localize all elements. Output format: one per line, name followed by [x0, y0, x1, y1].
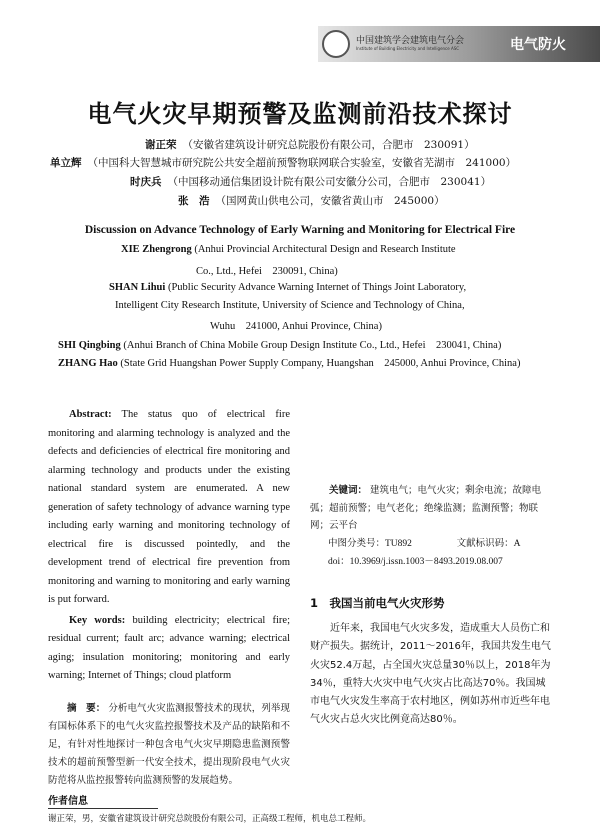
author-cn-name: 谢正荣 [145, 139, 177, 151]
footer-divider [48, 808, 158, 809]
paper-title-en: Discussion on Advance Technology of Early Warning and Monitoring for Electrical Fire [84, 224, 516, 236]
author-cn-2 [50, 155, 516, 170]
keywords-en-label: Key words: [69, 614, 126, 626]
author-en-affil-line3: Wuhu 241000, Anhui Province, China) [210, 321, 382, 332]
clc-number: 中图分类号：TU892 [328, 538, 412, 549]
document-code: 文献标识码：A [456, 538, 521, 549]
author-en-1-cont [196, 263, 338, 278]
column-title: 电气防火 [510, 37, 566, 53]
author-cn-name: 张 浩 [178, 195, 210, 207]
author-cn-name: 单立辉 [50, 157, 82, 169]
left-column [48, 406, 290, 790]
header-org-cn: 中国建筑学会建筑电气分会 [356, 36, 465, 46]
author-cn-affil: （安徽省建筑设计研究总院股份有限公司，合肥市 230091） [182, 139, 475, 151]
doi-line [310, 553, 554, 571]
author-en-name: XIE Zhengrong [121, 244, 192, 255]
author-en-affil-line2: Intelligent City Research Institute, University of Science and Technology of China, [115, 300, 465, 311]
keywords-cn-text: 建筑电气；电气火灾；剩余电流；故障电弧；超前预警；电气老化；绝缘监测；监测预警；物联网；云平台 [310, 485, 542, 531]
author-cn-name: 时庆兵 [130, 176, 162, 188]
abstract-cn-label: 摘 要： [67, 702, 106, 714]
author-en-affil-line1: (Public Security Advance Warning Internet of Things Joint Laboratory, [167, 282, 467, 293]
author-en-2-cont [115, 300, 465, 311]
author-cn-3 [130, 174, 491, 189]
author-en-4 [58, 355, 520, 370]
author-en-3 [58, 337, 501, 352]
right-column-top [310, 482, 554, 571]
author-cn-affil: （国网黄山供电公司，安徽省黄山市 245000） [215, 195, 445, 207]
author-en-name: SHI Qingbing [58, 340, 121, 351]
journal-header-banner [318, 26, 600, 62]
header-org-en: Institute of Building Electricity and Intelligence ASC [356, 46, 460, 51]
abstract-en [48, 406, 290, 610]
keywords-cn [310, 482, 554, 535]
abstract-en-text: The status quo of electrical fire monitoring and alarming technology is analyzed and the defects and deficiencies of electrical fire monitoring and alarming technology and products under the existing national standard system are enumerated. A new generation of safety technology of advance warning type including early warning and monitoring technology of electrical fire is discussed pointedly, and the development trend of electrical fire prevention from monitoring and warning to monitoring and early warning is put forward. [48, 409, 290, 605]
paper-title-cn: 电气火灾早期预警及监测前沿技术探讨 [87, 100, 513, 128]
doi-text: doi：10.3969/j.issn.1003－8493.2019.08.007 [328, 556, 503, 567]
section-1-heading: 1 我国当前电气火灾形势 [310, 596, 445, 610]
author-en-affil-line1: (Anhui Branch of China Mobile Group Design Institute Co., Ltd., Hefei 230041, China) [123, 340, 502, 351]
author-en-1 [121, 244, 456, 255]
keywords-en-text: building electricity; electrical fire; residual current; fault arc; advance warning; electrical aging; insulation monitoring; monitoring and early warning; Internet of Things; cloud platform [48, 614, 291, 681]
author-en-affil-line2: Co., Ltd., Hefei 230091, China) [196, 266, 338, 277]
section-1-body: 近年来，我国电气火灾多发，造成重大人员伤亡和财产损失。据统计，2011～2016年，我国共发生电气火灾52.4万起，占全国火灾总量30％以上，2018年为34％，重特大火灾中电气火灾占比高达70％。我国城市电气火灾发生率高于农村地区，例如苏州市近些年电气火灾占总火灾比例竟高达80％。 [310, 623, 551, 726]
author-en-name: ZHANG Hao [58, 358, 118, 369]
author-cn-1 [145, 137, 475, 152]
keywords-en [48, 612, 290, 686]
author-cn-affil: （中国科大智慧城市研究院公共安全超前预警物联网联合实验室，安徽省芜湖市 241000） [87, 157, 517, 169]
author-cn-affil: （中国移动通信集团设计院有限公司安徽分公司，合肥市 230041） [167, 176, 492, 188]
author-en-2 [109, 282, 466, 293]
author-info-block [48, 812, 568, 827]
abstract-cn [48, 700, 290, 790]
author-en-affil-line1: (Anhui Provincial Architectural Design and Research Institute [194, 244, 456, 255]
keywords-cn-label: 关键词： [329, 485, 368, 496]
society-logo-icon [322, 30, 350, 58]
abstract-cn-text: 分析电气火灾监测报警技术的现状，列举现有国标体系下的电气火灾监控报警技术及产品的缺陷和不足，有针对性地探讨一种包含电气火灾早期隐患监测预警技术的超前预警型新一代安全技术，提出现阶段电气火灾防范将从监控报警转向监测预警的发展趋势。 [48, 702, 290, 786]
author-info-line: 谢正荣，男，安徽省建筑设计研究总院股份有限公司，正高级工程师，机电总工程师。 [48, 814, 372, 824]
author-en-name: SHAN Lihui [109, 282, 166, 293]
author-cn-4 [178, 193, 445, 208]
classification-line [310, 535, 554, 553]
abstract-en-label: Abstract: [69, 409, 112, 420]
author-en-affil-line1: (State Grid Huangshan Power Supply Company, Huangshan 245000, Anhui Province, China) [120, 358, 521, 369]
author-en-2-cont2 [210, 318, 382, 333]
author-info-title: 作者信息 [48, 796, 88, 807]
